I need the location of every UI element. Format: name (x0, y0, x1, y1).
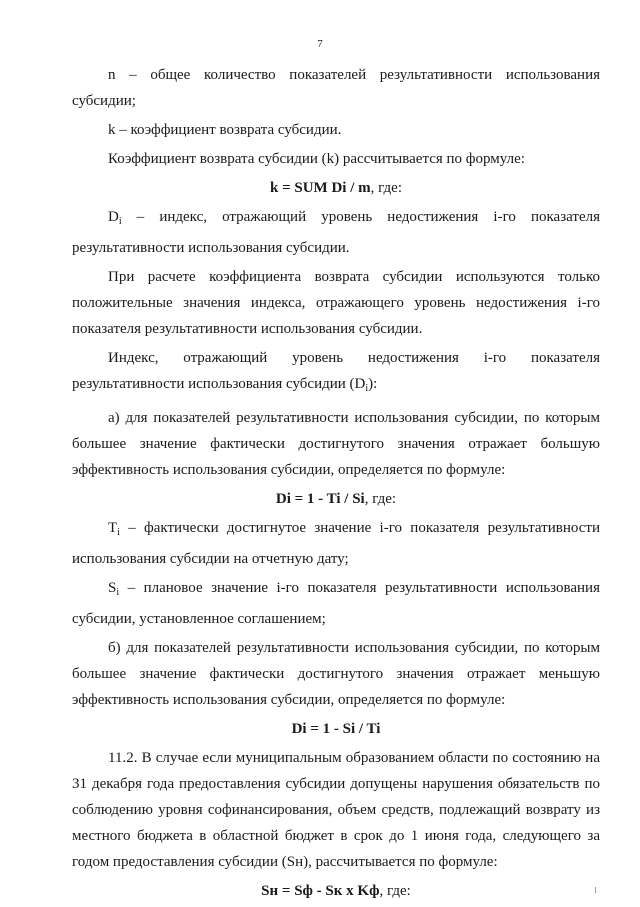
formula-di-b-expression: Di = 1 - Si / Ti (291, 721, 381, 737)
subscript-i: i (365, 383, 369, 394)
paragraph-11-2: 11.2. В случае если муниципальным образованием области по состоянию на 31 декабря года предоставления субсидии допущены нарушения обязательств по соблюдению уровня софинансирования, объем средств, подлежащий возврату из местного бюджета в областной бюджет в срок до 1 июня года, следующего за годом предоставления субсидии (Sн), рассчитывается по формуле: (72, 750, 600, 870)
paragraph-k-formula-intro: Коэффициент возврата субсидии (k) рассчитывается по формуле: (108, 151, 525, 167)
formula-k-tail: , где: (370, 180, 402, 196)
paragraph-case-b: б) для показателей результативности использования субсидии, по которым большее значение фактически достигнутого значения отражает меньшую эффективность использования субсидии, определяется по формуле: (72, 640, 600, 708)
document-body (72, 62, 600, 907)
di-definition-text: – индекс, отражающий уровень недостижения i-го показателя результативности использования субсидии. (72, 209, 600, 256)
formula-di-a-expression: Di = 1 - Ti / Si (275, 491, 365, 507)
index-intro-tail: ): (368, 376, 378, 392)
si-definition-text: – плановое значение i-го показателя результативности использования субсидии, установленное соглашением; (72, 580, 600, 627)
paragraph-k-definition: k – коэффициент возврата субсидии. (108, 122, 342, 138)
ti-definition-text: – фактически достигнутое значение i-го показателя результативности использования субсидии на отчетную дату; (72, 520, 600, 567)
formula-sn-expression: Sн = Sф - Sк x Kф (261, 883, 380, 899)
paragraph-positive-values: При расчете коэффициента возврата субсидии используются только положительные значения индекса, отражающего уровень недостижения i-го показателя результативности использования субсидии. (72, 269, 600, 337)
paragraph-case-a: а) для показателей результативности использования субсидии, по которым большее значение фактически достигнутого значения отражает большую эффективность использования субсидии, определяется по формуле: (72, 410, 600, 478)
formula-di-b (72, 716, 600, 742)
symbol-s: S (108, 580, 117, 596)
subscript-i: i (116, 587, 120, 598)
formula-k (72, 175, 600, 201)
formula-sn (72, 878, 600, 904)
symbol-d: D (108, 209, 119, 225)
paragraph-index-intro (72, 345, 600, 402)
formula-k-expression: k = SUM Di / m (269, 180, 371, 196)
formula-di-a-tail: , где: (364, 491, 397, 507)
subscript-i: i (118, 216, 122, 227)
symbol-t: T (108, 520, 118, 536)
formula-sn-tail: , где: (379, 883, 411, 899)
paragraph-ti-definition (72, 515, 600, 572)
index-intro-text: Индекс, отражающий уровень недостижения i-го показателя результативности использования субсидии (D (72, 350, 600, 392)
formula-di-a (72, 486, 600, 512)
scan-mark (595, 887, 596, 893)
paragraph-n-definition: n – общее количество показателей результативности использования субсидии; (72, 67, 600, 109)
subscript-i: i (117, 527, 120, 538)
paragraph-di-definition (72, 204, 600, 261)
page-number: 7 (317, 38, 323, 50)
paragraph-si-definition (72, 575, 600, 632)
